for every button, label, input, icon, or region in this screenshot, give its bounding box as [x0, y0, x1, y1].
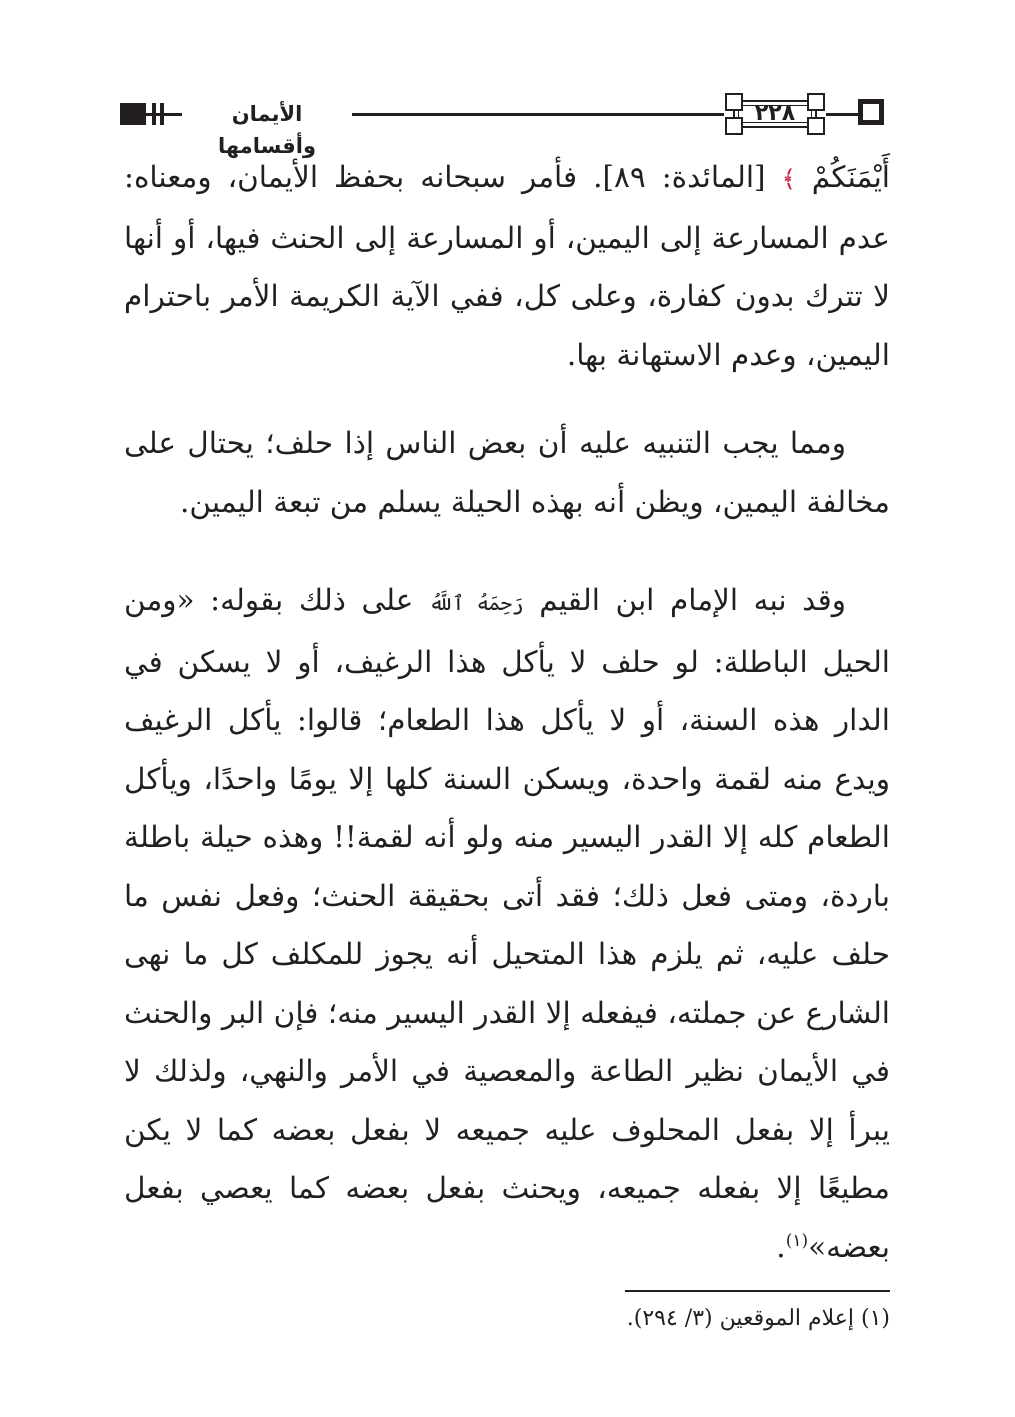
- paragraph-3: [124, 571, 890, 1276]
- footnote: (١) إعلام الموقعين (٣/ ٢٩٤).: [626, 1306, 890, 1331]
- paragraph-1-text: [المائدة: ٨٩]. فأمر سبحانه بحفظ الأيمان، ومعناه: عدم المسارعة إلى اليمين، أو المسارعة إلى الحنث فيها، أو أنها لا تترك بدون كفارة، وعلى كل، ففي الآية الكريمة الأمر باحترام اليمين، وعدم الاستهانة بها.: [124, 160, 890, 372]
- header-end-square: [858, 99, 884, 125]
- paragraph-2: [124, 414, 890, 531]
- paragraph-2-text: ومما يجب التنبيه عليه أن بعض الناس إذا حلف؛ يحتال على مخالفة اليمين، ويظن أنه بهذه الحيلة يسلم من تبعة اليمين.: [124, 426, 890, 519]
- paragraph-3-end: .: [776, 1229, 786, 1264]
- paragraph-3-text-before: وقد نبه الإمام ابن القيم: [539, 583, 847, 617]
- corner-ornament: [807, 93, 825, 111]
- footnote-rule: [625, 1290, 890, 1292]
- paragraph-3-text-after: على ذلك بقوله: «ومن الحيل الباطلة: لو حلف لا يأكل هذا الرغيف، أو لا يسكن في الدار هذه السنة، أو لا يأكل هذا الطعام؛ قالوا: يأكل الرغيف ويدع منه لقمة واحدة، ويسكن السنة كلها إلا يومًا واحدًا، ويأكل الطعام كله إلا القدر اليسير منه ولو أنه لقمة!! وهذه حيلة باطلة باردة، ومتى فعل ذلك؛ فقد أتى بحقيقة الحنث؛ وفعل نفس ما حلف عليه، ثم يلزم هذا المتحيل أنه يجوز للمكلف كل ما نهى الشارع عن جملته، فيفعله إلا القدر اليسير منه؛ فإن البر والحنث في الأيمان نظير الطاعة والمعصية في الأمر والنهي، ولذلك لا يبرأ إلا بفعل المحلوف عليه جميعه لا بفعل بعضه كما لا يكن مطيعًا إلا بفعله جميعه، ويحنث بفعل بعضه كما يعصي بفعل بعضه»: [124, 583, 890, 1264]
- running-title: الأيمان وأقسامها: [182, 98, 352, 162]
- quran-word: أَيْمَنَكُمْ: [811, 160, 890, 194]
- page-header: [120, 90, 895, 158]
- footnote-reference[interactable]: (١): [785, 1230, 809, 1251]
- paragraph-1: [124, 148, 890, 384]
- header-end-block: [120, 103, 146, 125]
- header-rule: [826, 113, 860, 116]
- honorific: رَحِمَهُ ٱللَّهُ: [429, 591, 524, 615]
- page-number-frame: [723, 94, 827, 134]
- page-number: ٢٢٨: [754, 101, 796, 126]
- quran-bracket: ﴾: [781, 165, 796, 193]
- corner-ornament: [807, 117, 825, 135]
